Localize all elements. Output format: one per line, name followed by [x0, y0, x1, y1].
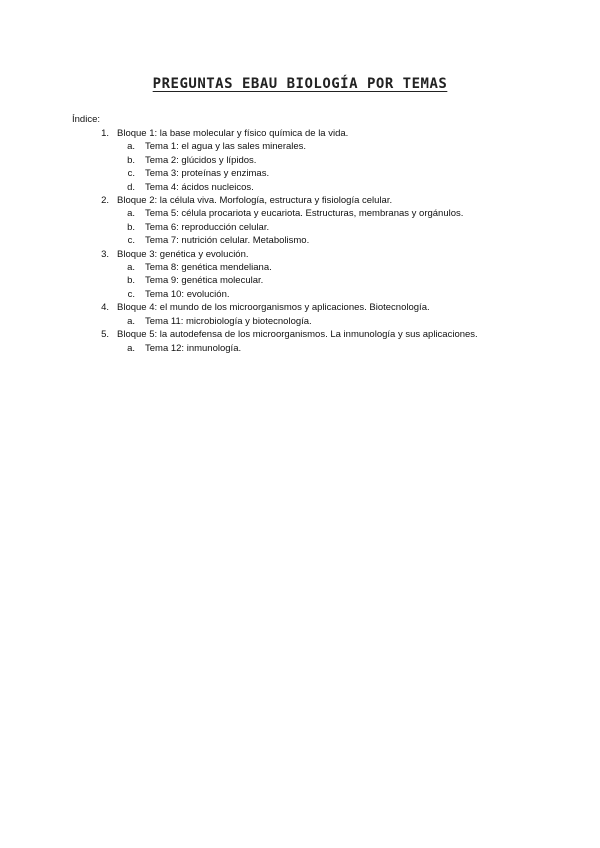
- toc-topic-label: Tema 7: nutrición celular. Metabolismo.: [145, 235, 310, 247]
- toc-block-item: [72, 328, 542, 341]
- toc-topic-label: Tema 3: proteínas y enzimas.: [145, 168, 270, 180]
- document-title: [0, 76, 600, 92]
- toc-topic-item: [72, 261, 542, 274]
- toc-block-label: Bloque 1: la base molecular y físico química de la vida.: [117, 128, 349, 139]
- toc-block-number: 3.: [101, 248, 109, 260]
- toc-topic-item: [72, 221, 542, 234]
- toc-block-item: [72, 248, 542, 261]
- toc-block-item: [72, 127, 542, 140]
- toc-block-item: [72, 194, 542, 207]
- toc-topic-label: Tema 12: inmunología.: [145, 342, 242, 354]
- toc-topic-letter: a.: [127, 342, 135, 354]
- toc-topic-label: Tema 11: microbiología y biotecnología.: [145, 315, 312, 327]
- document-title-text: PREGUNTAS EBAU BIOLOGÍA POR TEMAS: [152, 76, 448, 92]
- toc-topic-label: Tema 4: ácidos nucleicos.: [145, 181, 254, 193]
- table-of-contents: [72, 127, 542, 355]
- toc-block-label: Bloque 5: la autodefensa de los microorganismos. La inmunología y sus aplicaciones.: [117, 329, 478, 341]
- toc-topic-item: [72, 274, 542, 287]
- toc-topic-letter: b.: [127, 275, 135, 287]
- toc-topic-letter: a.: [127, 315, 135, 327]
- toc-block-label: Bloque 2: la célula viva. Morfología, estructura y fisiología celular.: [117, 195, 393, 207]
- toc-topic-label: Tema 8: genética mendeliana.: [145, 262, 272, 274]
- toc-topic-label: Tema 5: célula procariota y eucariota. Estructuras, membranas y orgánulos.: [145, 208, 464, 220]
- toc-topic-label: Tema 1: el agua y las sales minerales.: [145, 141, 307, 153]
- toc-topic-item: [72, 207, 542, 220]
- toc-topic-item: [72, 234, 542, 247]
- toc-topic-letter: a.: [127, 208, 135, 220]
- toc-topic-item: [72, 315, 542, 328]
- toc-block-label: Bloque 4: el mundo de los microorganismos y aplicaciones. Biotecnología.: [117, 302, 430, 314]
- toc-topic-label: Tema 9: genética molecular.: [145, 275, 264, 287]
- toc-block-number: 4.: [101, 302, 109, 314]
- toc-topic-letter: a.: [127, 141, 135, 153]
- toc-topic-item: [72, 167, 542, 180]
- toc-block-label: Bloque 3: genética y evolución.: [117, 248, 249, 260]
- toc-topic-letter: b.: [127, 221, 135, 233]
- toc-topic-letter: d.: [127, 181, 135, 193]
- toc-topic-item: [72, 181, 542, 194]
- toc-block-number: 5.: [101, 329, 109, 341]
- toc-topic-item: [72, 288, 542, 301]
- toc-block-number: 1.: [101, 128, 109, 139]
- index-label: Índice:: [72, 114, 100, 125]
- toc-topic-label: Tema 10: evolución.: [145, 288, 230, 300]
- toc-block-item: [72, 301, 542, 314]
- toc-topic-letter: a.: [127, 262, 135, 274]
- toc-topic-letter: b.: [127, 154, 135, 166]
- toc-topic-item: [72, 154, 542, 167]
- toc-topic-item: [72, 140, 542, 153]
- toc-topic-letter: c.: [127, 288, 135, 300]
- toc-block-number: 2.: [101, 195, 109, 207]
- toc-topic-item: [72, 342, 542, 355]
- toc-topic-label: Tema 2: glúcidos y lípidos.: [145, 154, 257, 166]
- toc-topic-label: Tema 6: reproducción celular.: [145, 221, 270, 233]
- toc-topic-letter: c.: [127, 235, 135, 247]
- toc-topic-letter: c.: [127, 168, 135, 180]
